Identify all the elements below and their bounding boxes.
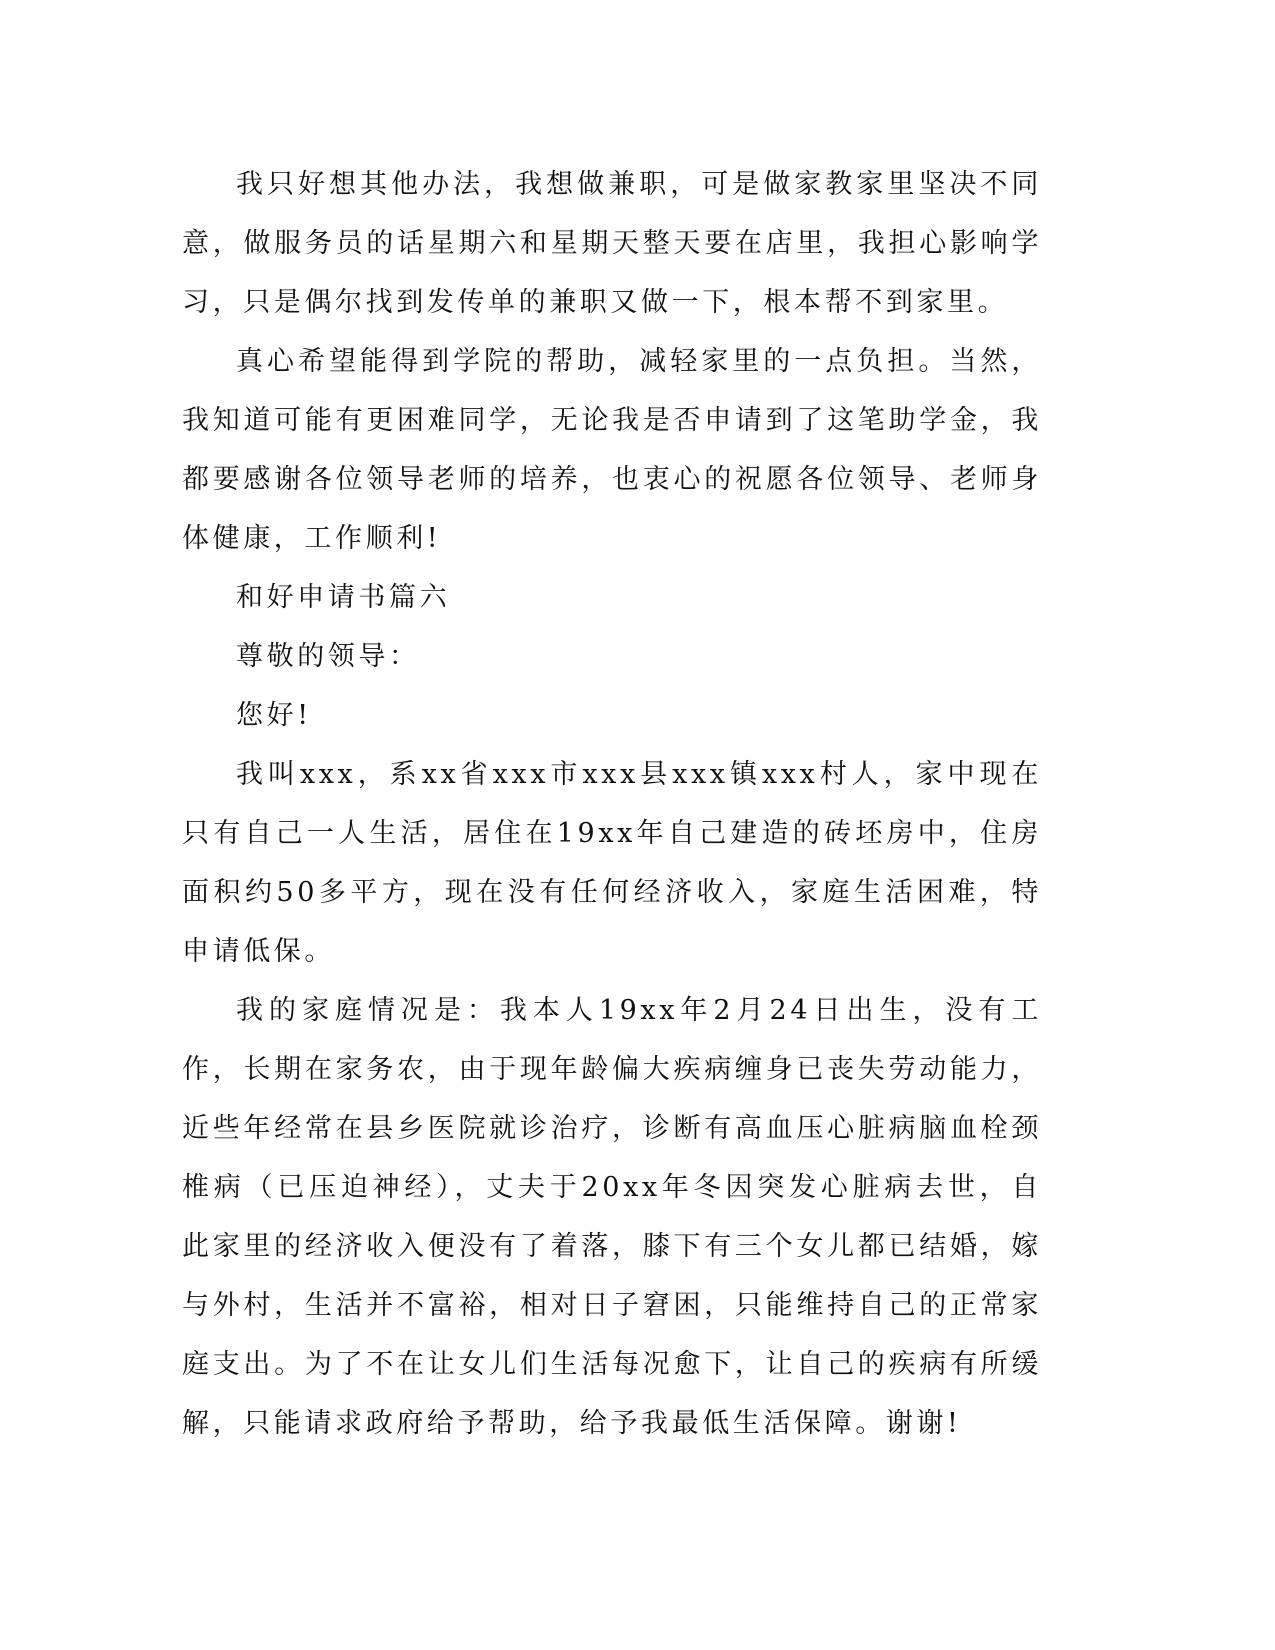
salutation: 尊敬的领导： bbox=[236, 641, 420, 672]
section-heading: 和好申请书篇六 bbox=[236, 582, 451, 613]
paragraph-family-situation: 我的家庭情况是：我本人19xx年2月24日出生，没有工作，长期在家务农，由于现年龄偏大疾病缠身已丧失劳动能力，近些年经常在县乡医院就诊治疗，诊断有高血压心脏病脑血栓颈椎病（已压迫神经），丈夫于20xx年冬因突发心脏病去世，自此家里的经济收入便没有了着落，膝下有三个女儿都已结婚，嫁与外村，生活并不富裕，相对日子窘困，只能维持自己的正常家庭支出。为了不在让女儿们生活每况愈下，让自己的疾病有所缓解，只能请求政府给予帮助，给予我最低生活保障。谢谢! bbox=[182, 995, 1042, 1439]
paragraph-hope-for-help: 真心希望能得到学院的帮助，减轻家里的一点负担。当然，我知道可能有更困难同学，无论我是否申请到了这笔助学金，我都要感谢各位领导老师的培养，也衷心的祝愿各位领导、老师身体健康，工作顺利! bbox=[182, 346, 1042, 554]
document-body bbox=[182, 155, 1042, 1453]
greeting: 您好! bbox=[236, 700, 312, 731]
paragraph-part-time-job: 我只好想其他办法，我想做兼职，可是做家教家里坚决不同意，做服务员的话星期六和星期天整天要在店里，我担心影响学习，只是偶尔找到发传单的兼职又做一下，根本帮不到家里。 bbox=[182, 169, 1042, 318]
paragraph-introduction: 我叫xxx，系xx省xxx市xxx县xxx镇xxx村人，家中现在只有自己一人生活，居住在19xx年自己建造的砖坯房中，住房面积约50多平方，现在没有任何经济收入，家庭生活困难，特申请低保。 bbox=[182, 759, 1042, 967]
